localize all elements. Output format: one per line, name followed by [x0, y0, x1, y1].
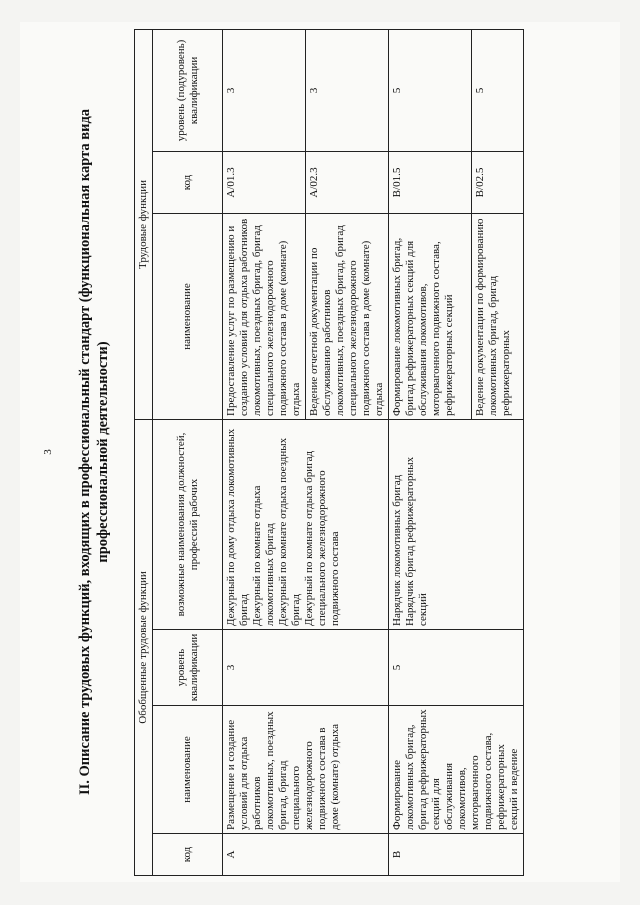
section-title: II. Описание трудовых функций, входящих в профессиональный стандарт (функциональная карта вида профессиональной деятельности): [77, 108, 111, 796]
function-code: B/01.5: [389, 151, 472, 213]
function-code: A/01.3: [223, 151, 306, 213]
row-positions: Нарядчик локомотивных бригад Нарядчик бригад рефрижераторных секций: [389, 419, 524, 629]
row-positions: Дежурный по дому отдыха локомотивных бригад Дежурный по комнате отдыха локомотивных бригад Дежурный по комнате отдыха поездных бригад Дежурный по комнате отдыха бригад специального железнодорожного подвижного состава: [223, 419, 389, 629]
row-level: 3: [223, 630, 389, 706]
function-name: Ведение отчетной документации по обслуживанию работников локомотивных, поездных бригад, бригад специального железнодорожного подвижного состава в доме (комнате) отдыха: [306, 213, 389, 419]
header-tf-level: уровень (подуровень) квалификации: [153, 29, 223, 151]
function-level: 5: [389, 29, 472, 151]
table-row: [389, 29, 472, 875]
function-name: Предоставление услуг по размещению и созданию условий для отдыха работников локомотивных, поездных бригад, бригад специального железнодорожного подвижного состава в доме (комнате) отдыха: [223, 213, 306, 419]
header-name: наименование: [153, 706, 223, 834]
function-level: 5: [471, 29, 523, 151]
function-code: B/02.5: [471, 151, 523, 213]
function-name: Ведение документации по формированию локомотивных бригад, бригад рефрижераторных: [471, 213, 523, 419]
functional-map-table: [134, 29, 524, 876]
table-row: [223, 29, 306, 875]
function-level: 3: [223, 29, 306, 151]
row-code: A: [223, 834, 389, 876]
header-tf-code: код: [153, 151, 223, 213]
page-number: 3: [42, 449, 54, 455]
header-labor-functions: Трудовые функции: [135, 29, 153, 419]
row-code: B: [389, 834, 524, 876]
header-qualification-level: уровень квалификации: [153, 630, 223, 706]
row-name: Размещение и создание условий для отдыха работников локомотивных, поездных бригад, бригад специального железнодорожного подвижного состава в доме (комнате) отдыха: [223, 706, 389, 834]
document-page: [20, 22, 620, 882]
function-level: 3: [306, 29, 389, 151]
header-code: код: [153, 834, 223, 876]
header-generalized-functions: Обобщенные трудовые функции: [135, 419, 153, 875]
function-code: A/02.3: [306, 151, 389, 213]
row-name: Формирование локомотивных бригад, бригад рефрижераторных секций для обслуживания локомотивов, моторвагонного подвижного состава, рефрижераторных секций и ведение: [389, 706, 524, 834]
header-positions: возможные наименования должностей, профессий рабочих: [153, 419, 223, 629]
row-level: 5: [389, 630, 524, 706]
function-name: Формирование локомотивных бригад, бригад рефрижераторных секций для обслуживания локомотивов, моторвагонного подвижного состава, рефрижераторных секций: [389, 213, 472, 419]
header-tf-name: наименование: [153, 213, 223, 419]
